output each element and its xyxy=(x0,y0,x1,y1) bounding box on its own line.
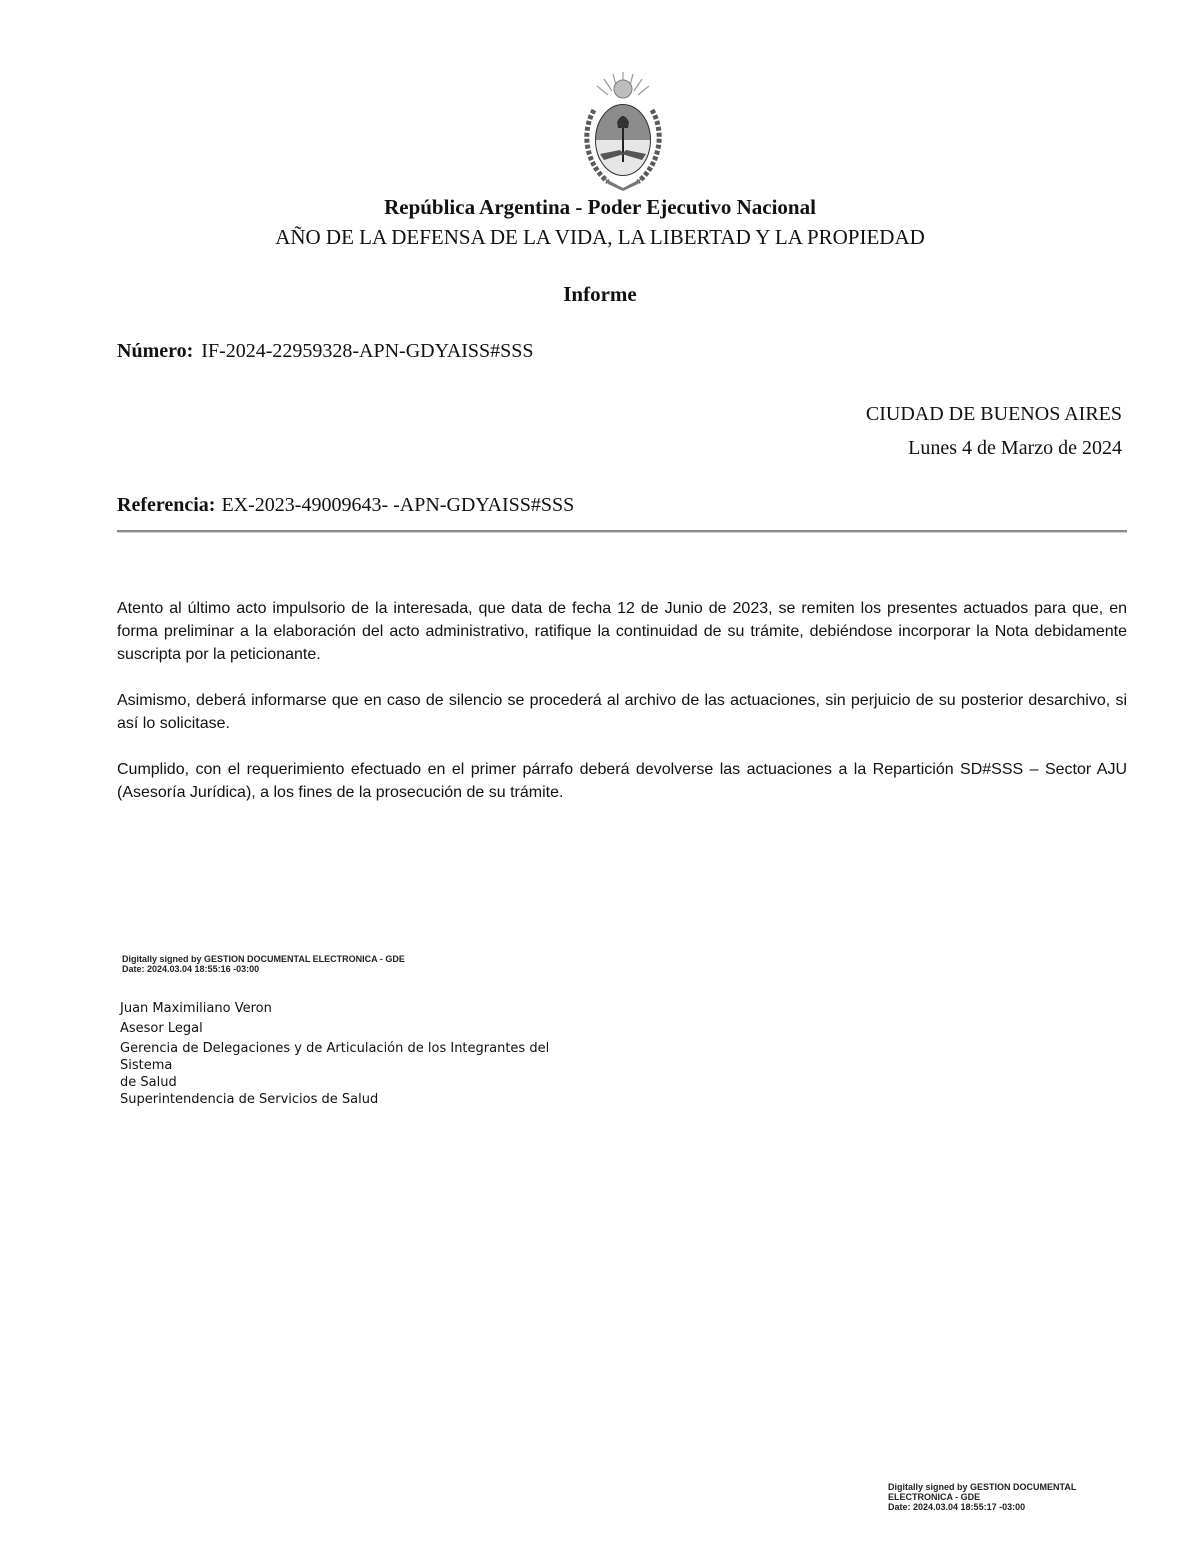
signature-stamp-date: Date: 2024.03.04 18:55:16 -03:00 xyxy=(122,964,260,974)
footer-stamp-line: ELECTRONICA - GDE xyxy=(888,1492,981,1502)
footer-signature-stamp xyxy=(888,1482,1128,1512)
document-city: CIUDAD DE BUENOS AIRES xyxy=(865,403,1122,425)
signer-role: Asesor Legal xyxy=(120,1021,203,1036)
document-type: Informe xyxy=(563,282,637,306)
footer-stamp-date: Date: 2024.03.04 18:55:17 -03:00 xyxy=(888,1502,1026,1512)
document-reference-value: EX-2023-49009643- -APN-GDYAISS#SSS xyxy=(221,494,575,516)
document-date: Lunes 4 de Marzo de 2024 xyxy=(908,437,1122,459)
body-paragraph: Cumplido, con el requerimiento efectuado en el primer párrafo deberá devolverse las actuaciones a la Repartición SD#SSS – Sector AJU (Asesoría Jurídica), a los fines de la prosecución de su trámite. xyxy=(117,761,1127,801)
header-subtitle: AÑO DE LA DEFENSA DE LA VIDA, LA LIBERTAD Y LA PROPIEDAD xyxy=(275,225,925,249)
body-paragraph: Atento al último acto impulsorio de la interesada, que data de fecha 12 de Junio de 2023, se remiten los presentes actuados para que, en forma preliminar a la elaboración del acto administrativo, ratifique la continuidad de su trámite, debiéndose incorporar la Nota debidamente suscripta por la peticionante. xyxy=(117,600,1127,663)
signer-unit: Gerencia de Delegaciones y de Articulación de los Integrantes del Sistema xyxy=(120,1041,550,1073)
signature-stamp-line: Digitally signed by GESTION DOCUMENTAL ELECTRONICA - GDE xyxy=(122,954,405,964)
signer-block xyxy=(120,1000,600,1108)
signer-name: Juan Maximiliano Veron xyxy=(120,1001,272,1016)
document-body xyxy=(117,597,1127,827)
header-divider xyxy=(117,530,1127,533)
header-title: República Argentina - Poder Ejecutivo Nacional xyxy=(384,195,816,219)
body-paragraph: Asimismo, deberá informarse que en caso de silencio se procederá al archivo de las actuaciones, sin perjuicio de su posterior desarchivo, si así lo solicitase. xyxy=(117,692,1127,732)
document-reference xyxy=(117,494,574,517)
signer-unit-continued: de Salud xyxy=(120,1075,177,1090)
footer-stamp-line: Digitally signed by GESTION DOCUMENTAL xyxy=(888,1482,1077,1492)
document-number-value: IF-2024-22959328-APN-GDYAISS#SSS xyxy=(201,340,534,362)
coat-of-arms-icon xyxy=(578,70,668,192)
document-number xyxy=(117,340,534,363)
document-number-label: Número: xyxy=(117,340,194,362)
document-reference-label: Referencia: xyxy=(117,494,216,516)
signer-organization: Superintendencia de Servicios de Salud xyxy=(120,1092,379,1107)
digital-signature-stamp xyxy=(122,954,405,974)
